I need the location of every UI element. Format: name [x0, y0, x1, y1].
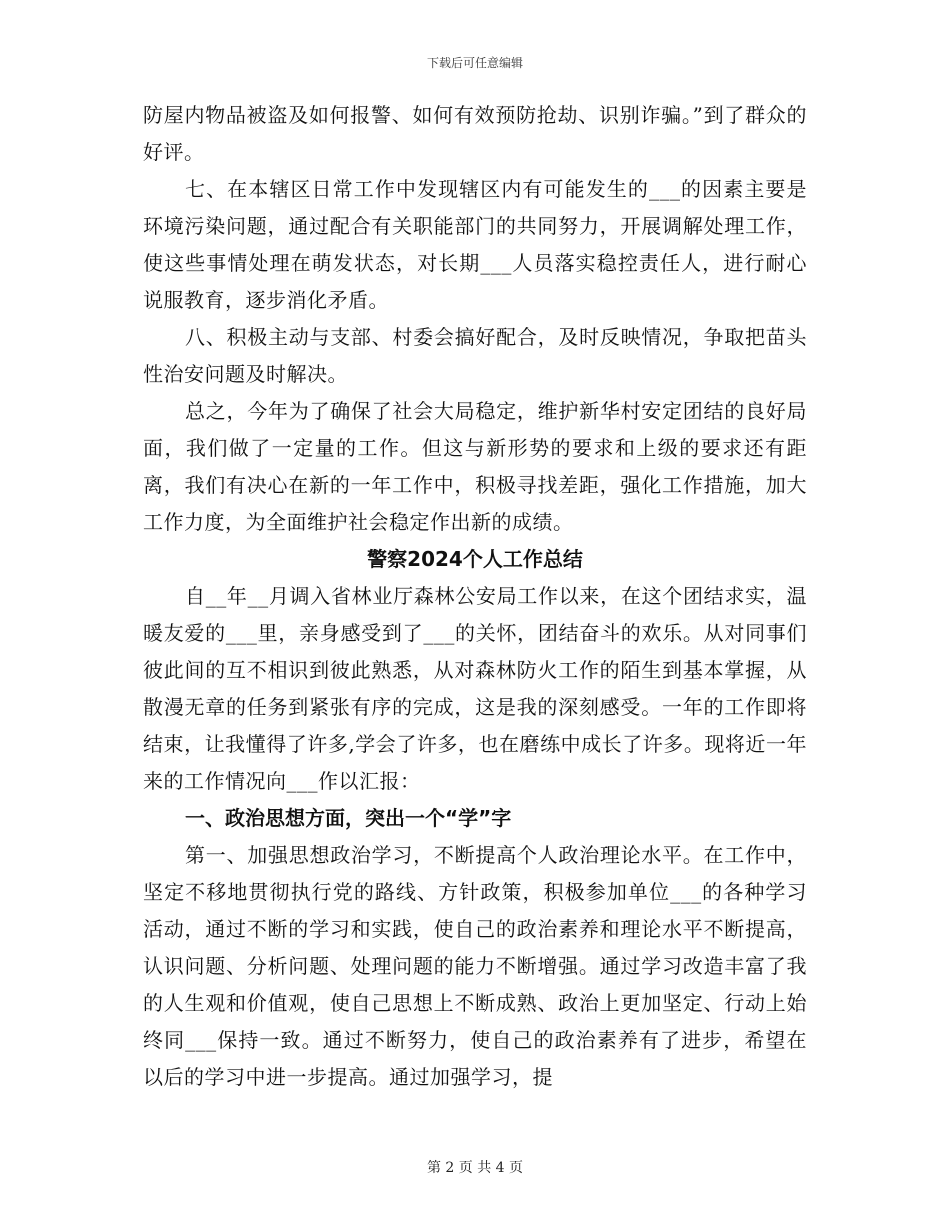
paragraph-item-7: 七、在本辖区日常工作中发现辖区内有可能发生的___的因素主要是环境污染问题，通过配合有关职能部门的共同努力，开展调解处理工作，使这些事情处理在萌发状态，对长期___人员落实稳控责任人，进行耐心说服教育，逐步消化矛盾。 [143, 177, 807, 312]
paragraph-intro: 自__年__月调入省林业厅森林公安局工作以来，在这个团结求实，温暖友爱的___里，亲身感受到了___的关怀，团结奋斗的欢乐。从对同事们彼此间的互不相识到彼此熟悉，从对森林防火工作的陌生到基本掌握，从散漫无章的任务到紧张有序的完成，这是我的深刻感受。一年的工作即将结束，让我懂得了许多,学会了许多，也在磨练中成长了许多。现将近一年来的工作情况向___作以汇报： [143, 584, 807, 793]
page-number: 第 2 页 共 4 页 [426, 1160, 524, 1176]
paragraph-continuation: 防屋内物品被盗及如何报警、如何有效预防抢劫、识别诈骗。”到了群众的好评。 [143, 103, 807, 164]
paragraph-political-study: 第一、加强思想政治学习，不断提高个人政治理论水平。在工作中，坚定不移地贯彻执行党的路线、方针政策，积极参加单位___的各种学习活动，通过不断的学习和实践，使自己的政治素养和理论水平不断提高，认识问题、分析问题、处理问题的能力不断增强。通过学习改造丰富了我的人生观和价值观，使自己思想上不断成熟、政治上更加坚定、行动上始终同___保持一致。通过不断努力，使自己的政治素养有了进步，希望在以后的学习中进一步提高。通过加强学习，提 [143, 843, 807, 1089]
section-heading-political: 一、政治思想方面，突出一个“学”字 [185, 806, 512, 830]
document-title: 警察2024个人工作总结 [367, 547, 583, 571]
paragraph-item-8: 八、积极主动与支部、村委会搞好配合，及时反映情况，争取把苗头性治安问题及时解决。 [143, 325, 807, 386]
paragraph-conclusion: 总之，今年为了确保了社会大局稳定，维护新华村安定团结的良好局面，我们做了一定量的工作。但这与新形势的要求和上级的要求还有距离，我们有决心在新的一年工作中，积极寻找差距，强化工作措施，加大工作力度，为全面维护社会稳定作出新的成绩。 [143, 399, 807, 534]
document-body [143, 97, 807, 1096]
header-note: 下载后可任意编辑 [426, 56, 523, 70]
